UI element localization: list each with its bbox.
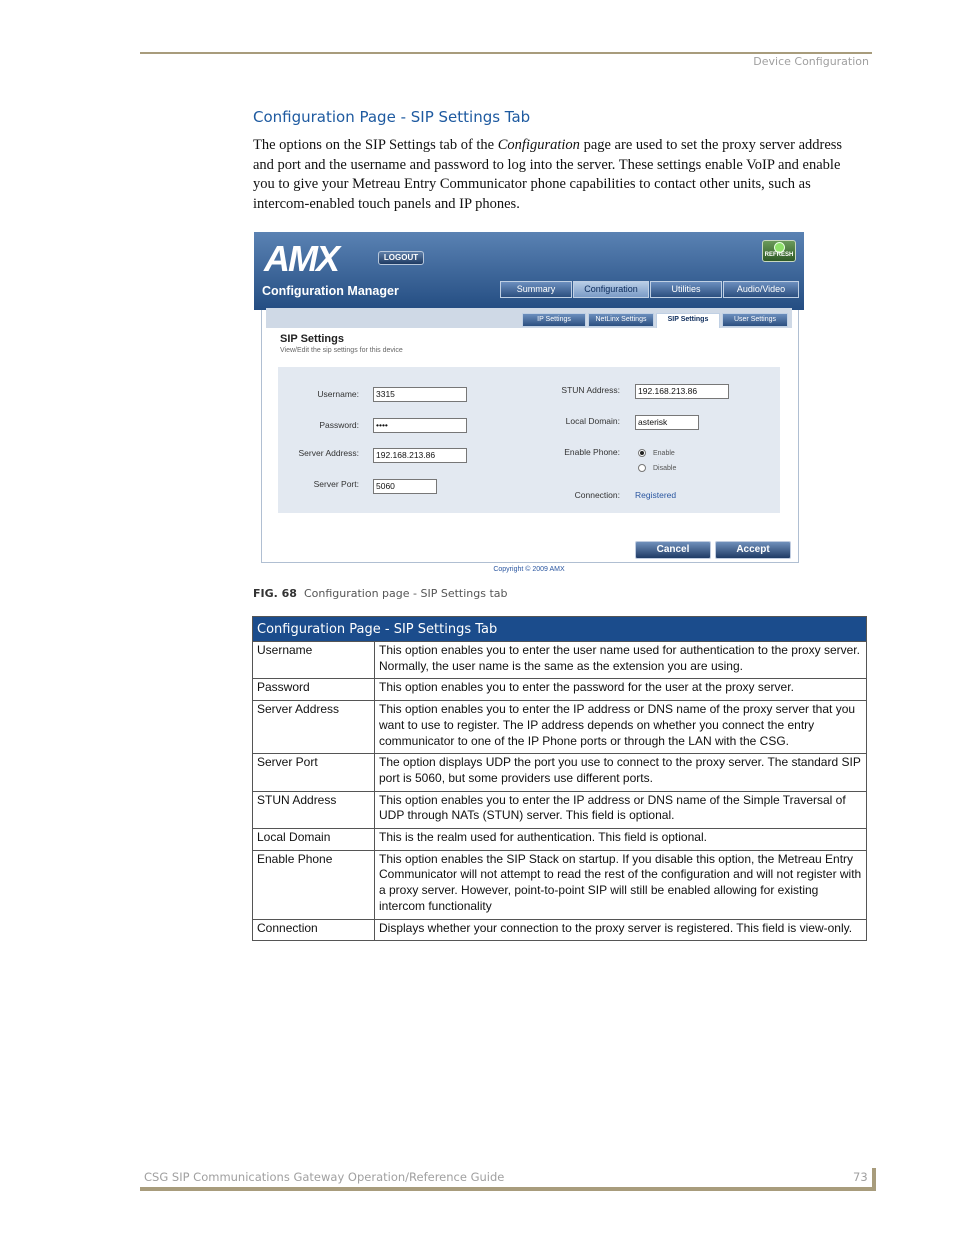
option-name: Password (253, 679, 375, 701)
option-name: Enable Phone (253, 850, 375, 919)
panel-subtitle: View/Edit the sip settings for this device (280, 347, 403, 354)
tab-configuration[interactable]: Configuration (573, 281, 649, 298)
page-number: 73 (853, 1170, 868, 1184)
enable-phone-label: Enable Phone: (564, 447, 620, 457)
server-address-input[interactable]: 192.168.213.86 (373, 448, 467, 463)
option-description: This option enables you to enter the password for the user at the proxy server. (375, 679, 867, 701)
option-name: Connection (253, 919, 375, 941)
cancel-button[interactable]: Cancel (635, 541, 711, 559)
table-row (253, 791, 867, 828)
username-input[interactable]: 3315 (373, 387, 467, 402)
panel-title: SIP Settings (280, 333, 344, 345)
intro-paragraph: The options on the SIP Settings tab of the Configuration page are used to set the proxy server address and port and the username and password to log into the server. These settings enable VoIP and enable you to give your Metreau Entry Communicator phone capabilities to contact other units, such as intercom-enabled touch panels and IP phones. (253, 137, 843, 212)
top-rule (140, 52, 872, 54)
copyright-text: Copyright © 2009 AMX (493, 566, 565, 573)
option-name: Server Address (253, 701, 375, 754)
enable-radio[interactable] (638, 449, 646, 457)
table-row (253, 701, 867, 754)
option-name: Username (253, 642, 375, 679)
logout-button[interactable]: LOGOUT (378, 251, 424, 265)
app-title: Configuration Manager (262, 284, 399, 298)
table-row (253, 919, 867, 941)
option-name: Server Port (253, 754, 375, 791)
connection-status: Registered (635, 490, 677, 500)
option-name: Local Domain (253, 829, 375, 851)
table-header: Configuration Page - SIP Settings Tab (253, 617, 867, 642)
table-row (253, 679, 867, 701)
table-row (253, 850, 867, 919)
refresh-button[interactable] (762, 240, 796, 262)
server-address-label: Server Address: (298, 448, 359, 458)
settings-table (252, 616, 867, 941)
stun-address-input[interactable]: 192.168.213.86 (635, 384, 729, 399)
password-input[interactable]: •••• (373, 418, 467, 433)
subtab-sip-settings[interactable]: SIP Settings (656, 313, 720, 328)
table-row (253, 829, 867, 851)
amx-logo: AMX (264, 238, 338, 279)
option-description: The option displays UDP the port you use to connect to the proxy server. The standard SIP port is 5060, but some providers use different ports. (375, 754, 867, 791)
server-port-label: Server Port: (313, 479, 359, 489)
footer-guide-title: CSG SIP Communications Gateway Operation/Reference Guide (144, 1170, 505, 1184)
configuration-page-screenshot (254, 232, 804, 577)
enable-option-label: Enable (653, 450, 675, 457)
bottom-rule (140, 1187, 876, 1191)
disable-option-label: Disable (653, 465, 677, 472)
subtab-user-settings[interactable]: User Settings (722, 313, 788, 327)
password-label: Password: (319, 420, 359, 430)
subtab-ip-settings[interactable]: IP Settings (522, 313, 586, 327)
table-row (253, 642, 867, 679)
tab-audio-video[interactable]: Audio/Video (723, 281, 799, 298)
option-description: This option enables you to enter the IP address or DNS name of the proxy server that you want to use to register. The IP address depends on whether you connect the entry communicator to one of the IP Phone ports or through the LAN with the CSG. (375, 701, 867, 754)
connection-label: Connection: (574, 490, 620, 500)
username-label: Username: (317, 389, 359, 399)
table-row (253, 754, 867, 791)
option-description: This is the realm used for authentication. This field is optional. (375, 829, 867, 851)
figure-number: FIG. 68 (253, 587, 297, 600)
subtab-netlinx-settings[interactable]: NetLinx Settings (588, 313, 654, 327)
section-title: Configuration Page - SIP Settings Tab (253, 108, 531, 126)
figure-caption-text: Configuration page - SIP Settings tab (303, 587, 508, 600)
server-port-input[interactable]: 5060 (373, 479, 437, 494)
local-domain-input[interactable]: asterisk (635, 415, 699, 430)
amx-header-bar (254, 232, 804, 310)
tab-summary[interactable]: Summary (500, 281, 572, 298)
option-description: Displays whether your connection to the proxy server is registered. This field is view-only. (375, 919, 867, 941)
accept-button[interactable]: Accept (715, 541, 791, 559)
option-description: This option enables the SIP Stack on startup. If you disable this option, the Metreau Entry Communicator will not attempt to read the rest of the configuration and will not register with a proxy server. However, point-to-point SIP will still be enabled allowing for existing intercom functionality (375, 850, 867, 919)
option-name: STUN Address (253, 791, 375, 828)
stun-address-label: STUN Address: (561, 385, 620, 395)
running-head: Device Configuration (753, 55, 869, 68)
option-description: This option enables you to enter the IP address or DNS name of the Simple Traversal of UDP through NATs (STUN) server. This field is optional. (375, 791, 867, 828)
refresh-label: REFRESH (764, 252, 794, 258)
disable-radio[interactable] (638, 464, 646, 472)
tab-utilities[interactable]: Utilities (650, 281, 722, 298)
figure-caption (253, 587, 508, 600)
option-description: This option enables you to enter the user name used for authentication to the proxy server. Normally, the user name is the same as the extension you are using. (375, 642, 867, 679)
local-domain-label: Local Domain: (565, 416, 620, 426)
